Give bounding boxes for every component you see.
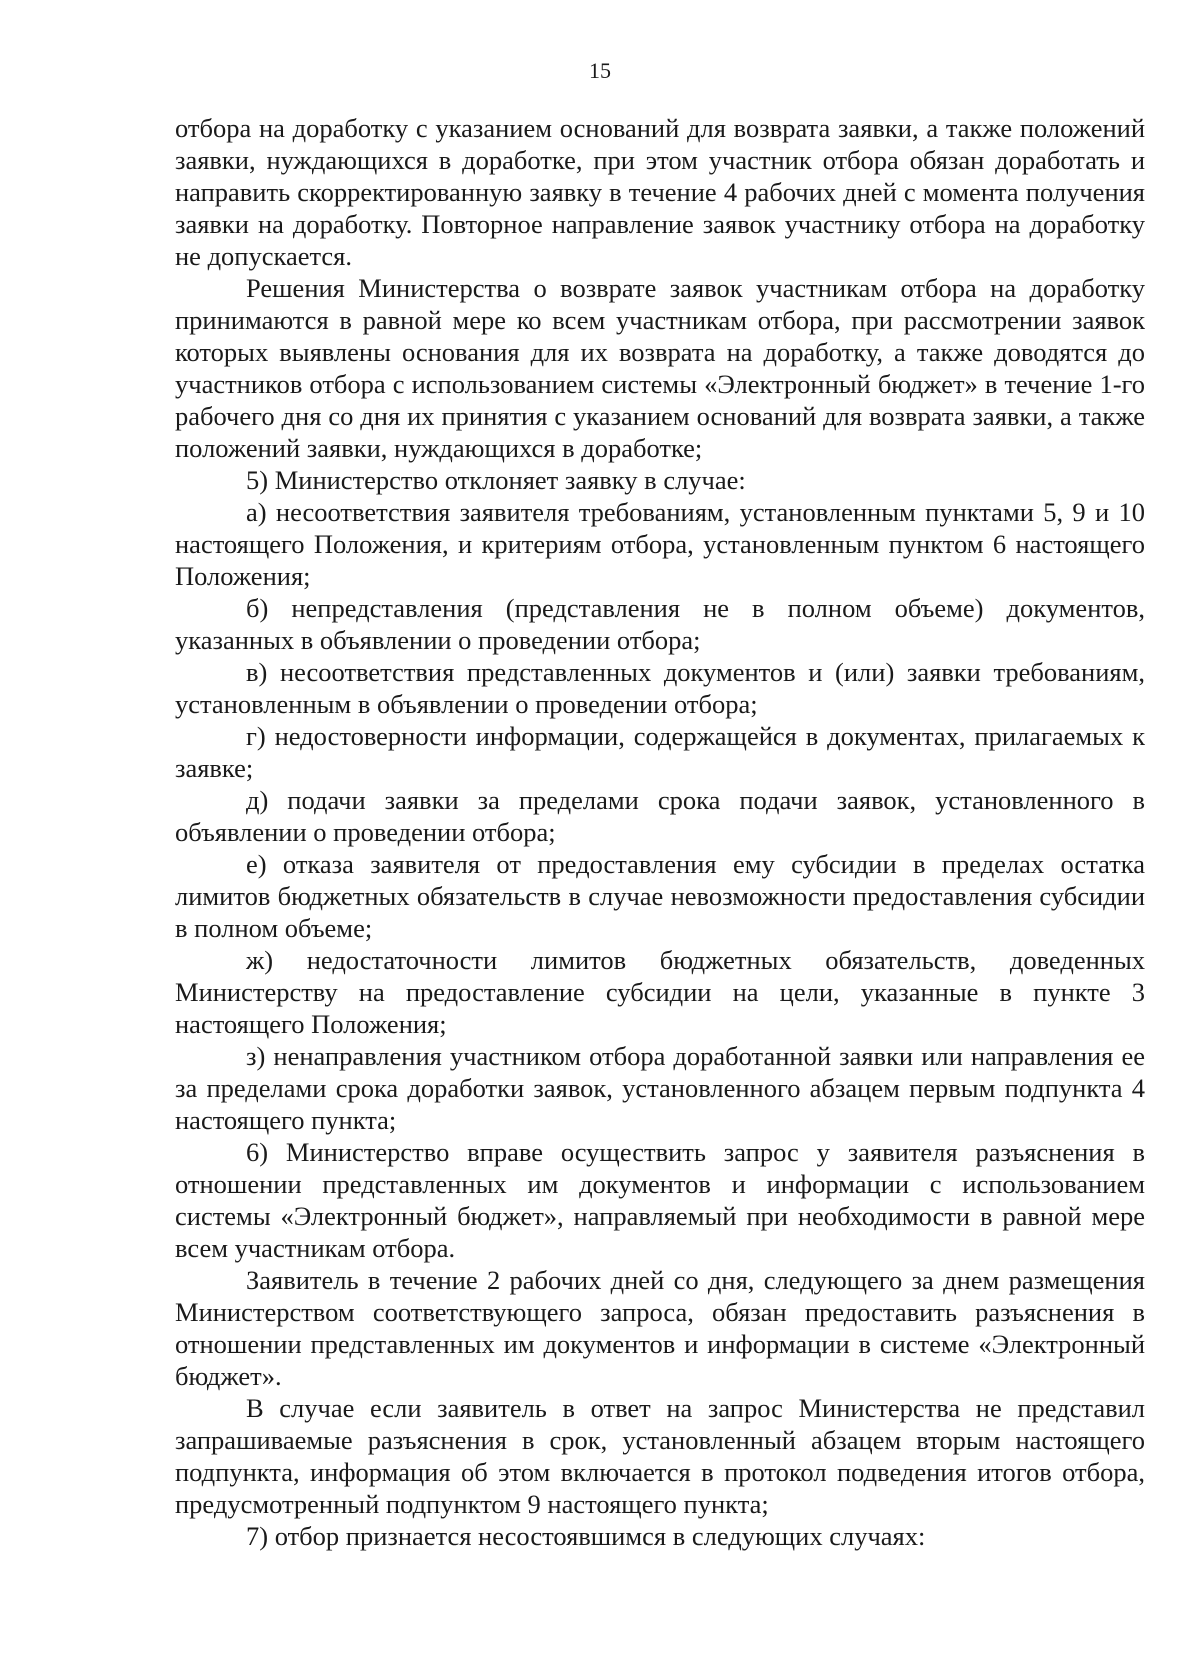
paragraph: ж) недостаточности лимитов бюджетных обязательств, доведенных Министерству на предоставление субсидии на цели, указанные в пункте 3 настоящего Положения; xyxy=(175,945,1145,1039)
paragraph: в) несоответствия представленных документов и (или) заявки требованиям, установленным в объявлении о проведении отбора; xyxy=(175,657,1145,719)
paragraph: з) ненаправления участником отбора доработанной заявки или направления ее за пределами срока доработки заявок, установленного абзацем первым подпункта 4 настоящего пункта; xyxy=(175,1041,1145,1135)
paragraph: 7) отбор признается несостоявшимся в следующих случаях: xyxy=(246,1521,926,1551)
paragraph: а) несоответствия заявителя требованиям, установленным пунктами 5, 9 и 10 настоящего Положения, и критериям отбора, установленным пунктом 6 настоящего Положения; xyxy=(175,497,1145,591)
paragraph: д) подачи заявки за пределами срока подачи заявок, установленного в объявлении о проведении отбора; xyxy=(175,785,1145,847)
paragraph: б) непредставления (представления не в полном объеме) документов, указанных в объявлении о проведении отбора; xyxy=(175,593,1145,655)
paragraph: Заявитель в течение 2 рабочих дней со дня, следующего за днем размещения Министерством соответствующего запроса, обязан предоставить разъяснения в отношении представленных им документов и информации в системе «Электронный бюджет». xyxy=(175,1265,1145,1391)
paragraph: Решения Министерства о возврате заявок участникам отбора на доработку принимаются в равной мере ко всем участникам отбора, при рассмотрении заявок которых выявлены основания для их возврата на доработку, а также доводятся до участников отбора с использованием системы «Электронный бюджет» в течение 1-го рабочего дня со дня их принятия с указанием оснований для возврата заявки, а также положений заявки, нуждающихся в доработке; xyxy=(175,273,1145,463)
paragraph: 5) Министерство отклоняет заявку в случае: xyxy=(246,465,746,495)
page-number: 15 xyxy=(589,58,611,83)
document-body xyxy=(175,112,1145,1552)
paragraph: 6) Министерство вправе осуществить запрос у заявителя разъяснения в отношении представленных им документов и информации с использованием системы «Электронный бюджет», направляемый при необходимости в равной мере всем участникам отбора. xyxy=(175,1137,1145,1263)
paragraph: е) отказа заявителя от предоставления ему субсидии в пределах остатка лимитов бюджетных обязательств в случае невозможности предоставления субсидии в полном объеме; xyxy=(175,849,1145,943)
paragraph: В случае если заявитель в ответ на запрос Министерства не представил запрашиваемые разъяснения в срок, установленный абзацем вторым настоящего подпункта, информация об этом включается в протокол подведения итогов отбора, предусмотренный подпунктом 9 настоящего пункта; xyxy=(175,1393,1145,1519)
paragraph: г) недостоверности информации, содержащейся в документах, прилагаемых к заявке; xyxy=(175,721,1145,783)
paragraph: отбора на доработку с указанием оснований для возврата заявки, а также положений заявки, нуждающихся в доработке, при этом участник отбора обязан доработать и направить скорректированную заявку в течение 4 рабочих дней с момента получения заявки на доработку. Повторное направление заявок участнику отбора на доработку не допускается. xyxy=(175,113,1145,271)
